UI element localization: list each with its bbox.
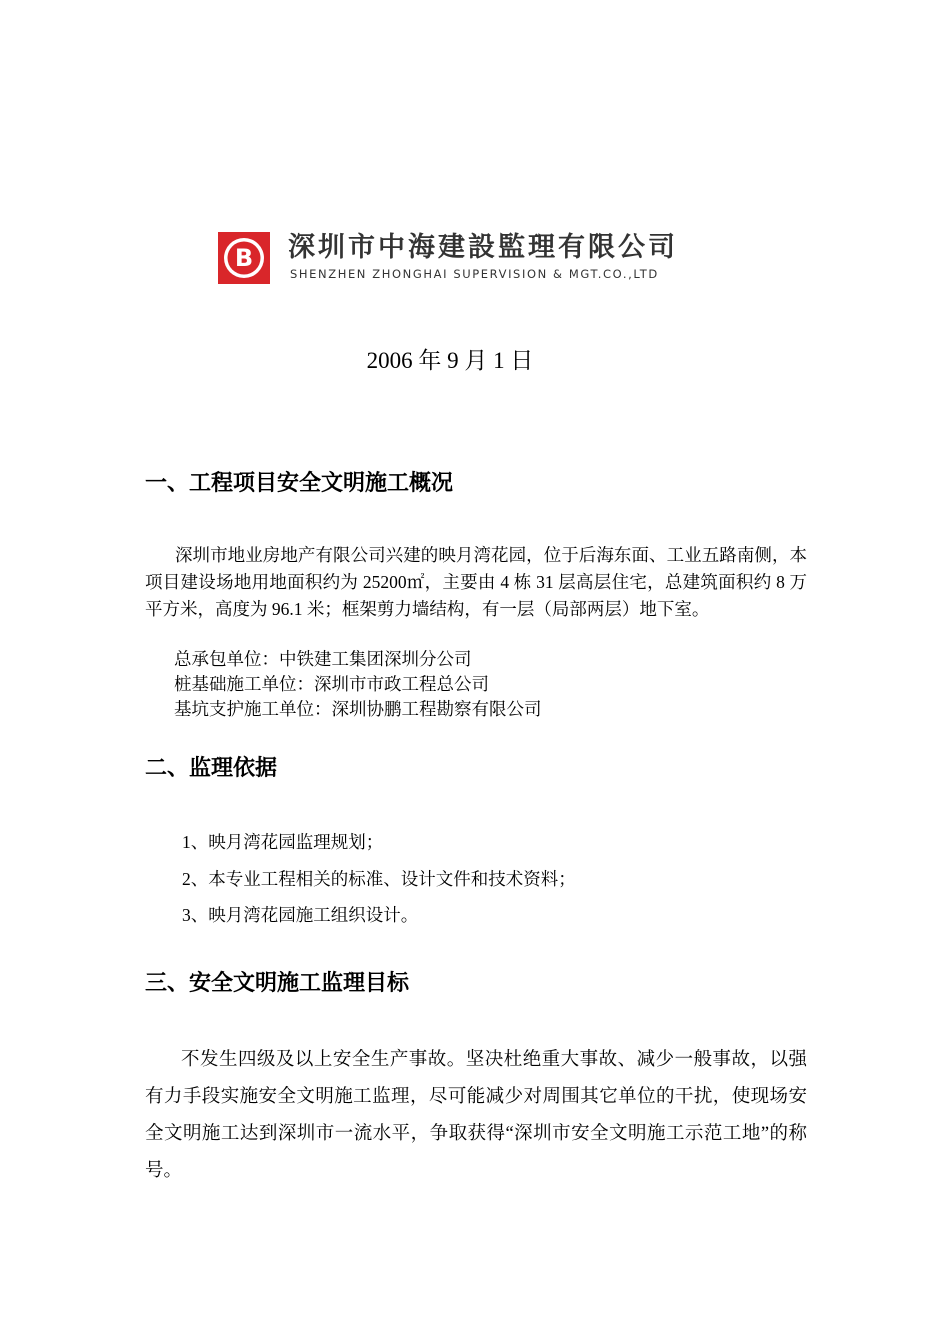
company-logo bbox=[218, 232, 708, 288]
company-logo-mark bbox=[218, 232, 270, 284]
company-name-en: SHENZHEN ZHONGHAI SUPERVISION & MGT.CO.,LTD bbox=[290, 267, 659, 281]
section3-paragraph: 不发生四级及以上安全生产事故。坚决杜绝重大事故、减少一般事故，以强有力手段实施安全文明施工监理，尽可能减少对周围其它单位的干扰，使现场安全文明施工达到深圳市一流水平，争取获得“深圳市安全文明施工示范工地”的称号。 bbox=[145, 1050, 807, 1181]
basis-item-1: 1、映月湾花园监理规划； bbox=[182, 832, 384, 852]
section1-paragraph: 深圳市地业房地产有限公司兴建的映月湾花园，位于后海东面、工业五路南侧，本项目建设场地用地面积约为 25200㎡，主要由 4 栋 31 层高层住宅，总建筑面积约 8 万平方米，高度为 96.1 米；框架剪力墙结构，有一层（局部两层）地下室。 bbox=[145, 545, 807, 619]
general-contractor-line: 总承包单位：中铁建工集团深圳分公司 bbox=[174, 649, 472, 669]
pile-contractor-line: 桩基础施工单位：深圳市市政工程总公司 bbox=[174, 674, 489, 694]
basis-item-3: 3、映月湾花园施工组织设计。 bbox=[182, 905, 419, 925]
pit-contractor-line: 基坑支护施工单位：深圳协鹏工程勘察有限公司 bbox=[174, 699, 542, 719]
basis-item-2: 2、本专业工程相关的标准、设计文件和技术资料； bbox=[182, 869, 576, 889]
company-name-cn: 深圳市中海建設監理有限公司 bbox=[288, 232, 678, 263]
section2-heading: 二、监理依据 bbox=[145, 756, 278, 781]
logo-letter: B bbox=[234, 244, 254, 272]
document-date: 2006 年 9 月 1 日 bbox=[366, 348, 534, 373]
section3-heading: 三、安全文明施工监理目标 bbox=[145, 971, 410, 996]
section1-heading: 一、工程项目安全文明施工概况 bbox=[145, 471, 454, 496]
